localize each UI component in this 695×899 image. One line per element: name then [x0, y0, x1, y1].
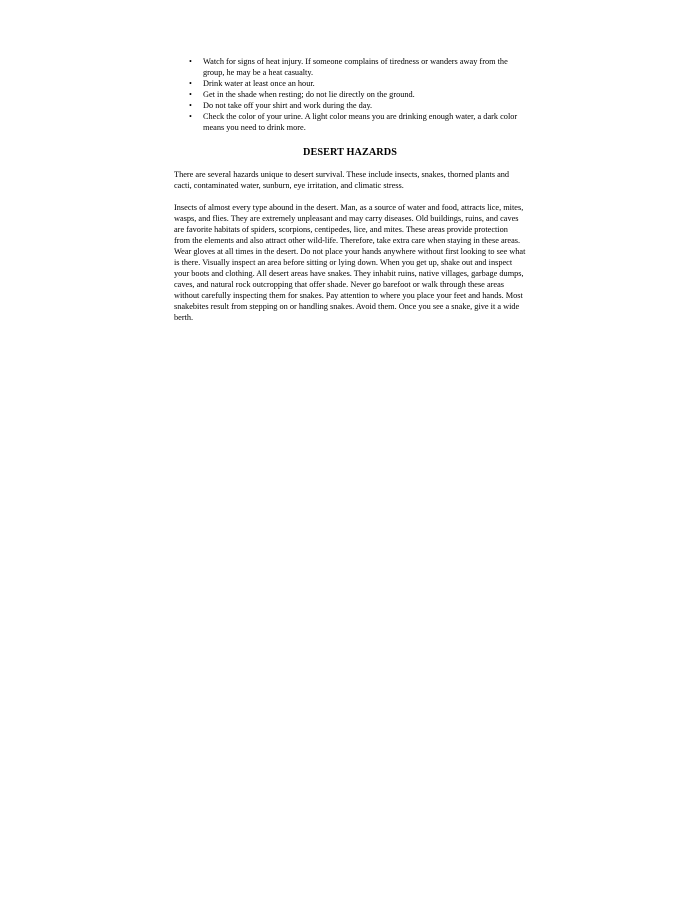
list-item-text: Drink water at least once an hour.: [203, 79, 315, 88]
intro-paragraph: There are several hazards unique to desert survival. These include insects, snakes, thorned plants and cacti, contaminated water, sunburn, eye irritation, and climatic stress.: [174, 170, 510, 190]
list-item: [174, 56, 526, 78]
list-item: [174, 111, 526, 133]
list-item-text: Check the color of your urine. A light color means you are drinking enough water, a dark color means you need to drink more.: [203, 112, 518, 132]
insects-paragraph: Insects of almost every type abound in the desert. Man, as a source of water and food, attracts lice, mites, wasps, and flies. They are extremely unpleasant and may carry diseases. Old buildings, ruins, and caves are favorite habitats of spiders, scorpions, centipedes, lice, and mites. These areas provide protection from the elements and also attract other wild-life. Therefore, take extra care when staying in these areas. Wear gloves at all times in the desert. Do not place your hands anywhere without first looking to see what is there. Visually inspect an area before sitting or lying down. When you get up, shake out and inspect your boots and clothing. All desert areas have snakes. They inhabit ruins, native villages, garbage dumps, caves, and natural rock outcropping that offer shade. Never go barefoot or walk through these areas without carefully inspecting them for snakes. Pay attention to where you place your feet and hands. Most snakebites result from stepping on or handling snakes. Avoid them. Once you see a snake, give it a wide berth.: [174, 203, 526, 322]
list-item-text: Watch for signs of heat injury. If someone complains of tiredness or wanders away from the group, he may be a heat casualty.: [203, 57, 508, 77]
bullet-icon: •: [189, 90, 192, 99]
bullet-icon: •: [189, 79, 192, 88]
list-item-text: Get in the shade when resting; do not lie directly on the ground.: [203, 90, 415, 99]
heat-precautions-list: [174, 56, 526, 133]
section-heading: DESERT HAZARDS: [303, 147, 397, 158]
list-item-text: Do not take off your shirt and work during the day.: [203, 101, 373, 110]
list-item: [174, 89, 526, 100]
list-item: [174, 78, 526, 89]
bullet-icon: •: [189, 57, 192, 66]
bullet-icon: •: [189, 112, 192, 121]
bullet-icon: •: [189, 101, 192, 110]
list-item: [174, 100, 526, 111]
page-content: [174, 56, 526, 334]
